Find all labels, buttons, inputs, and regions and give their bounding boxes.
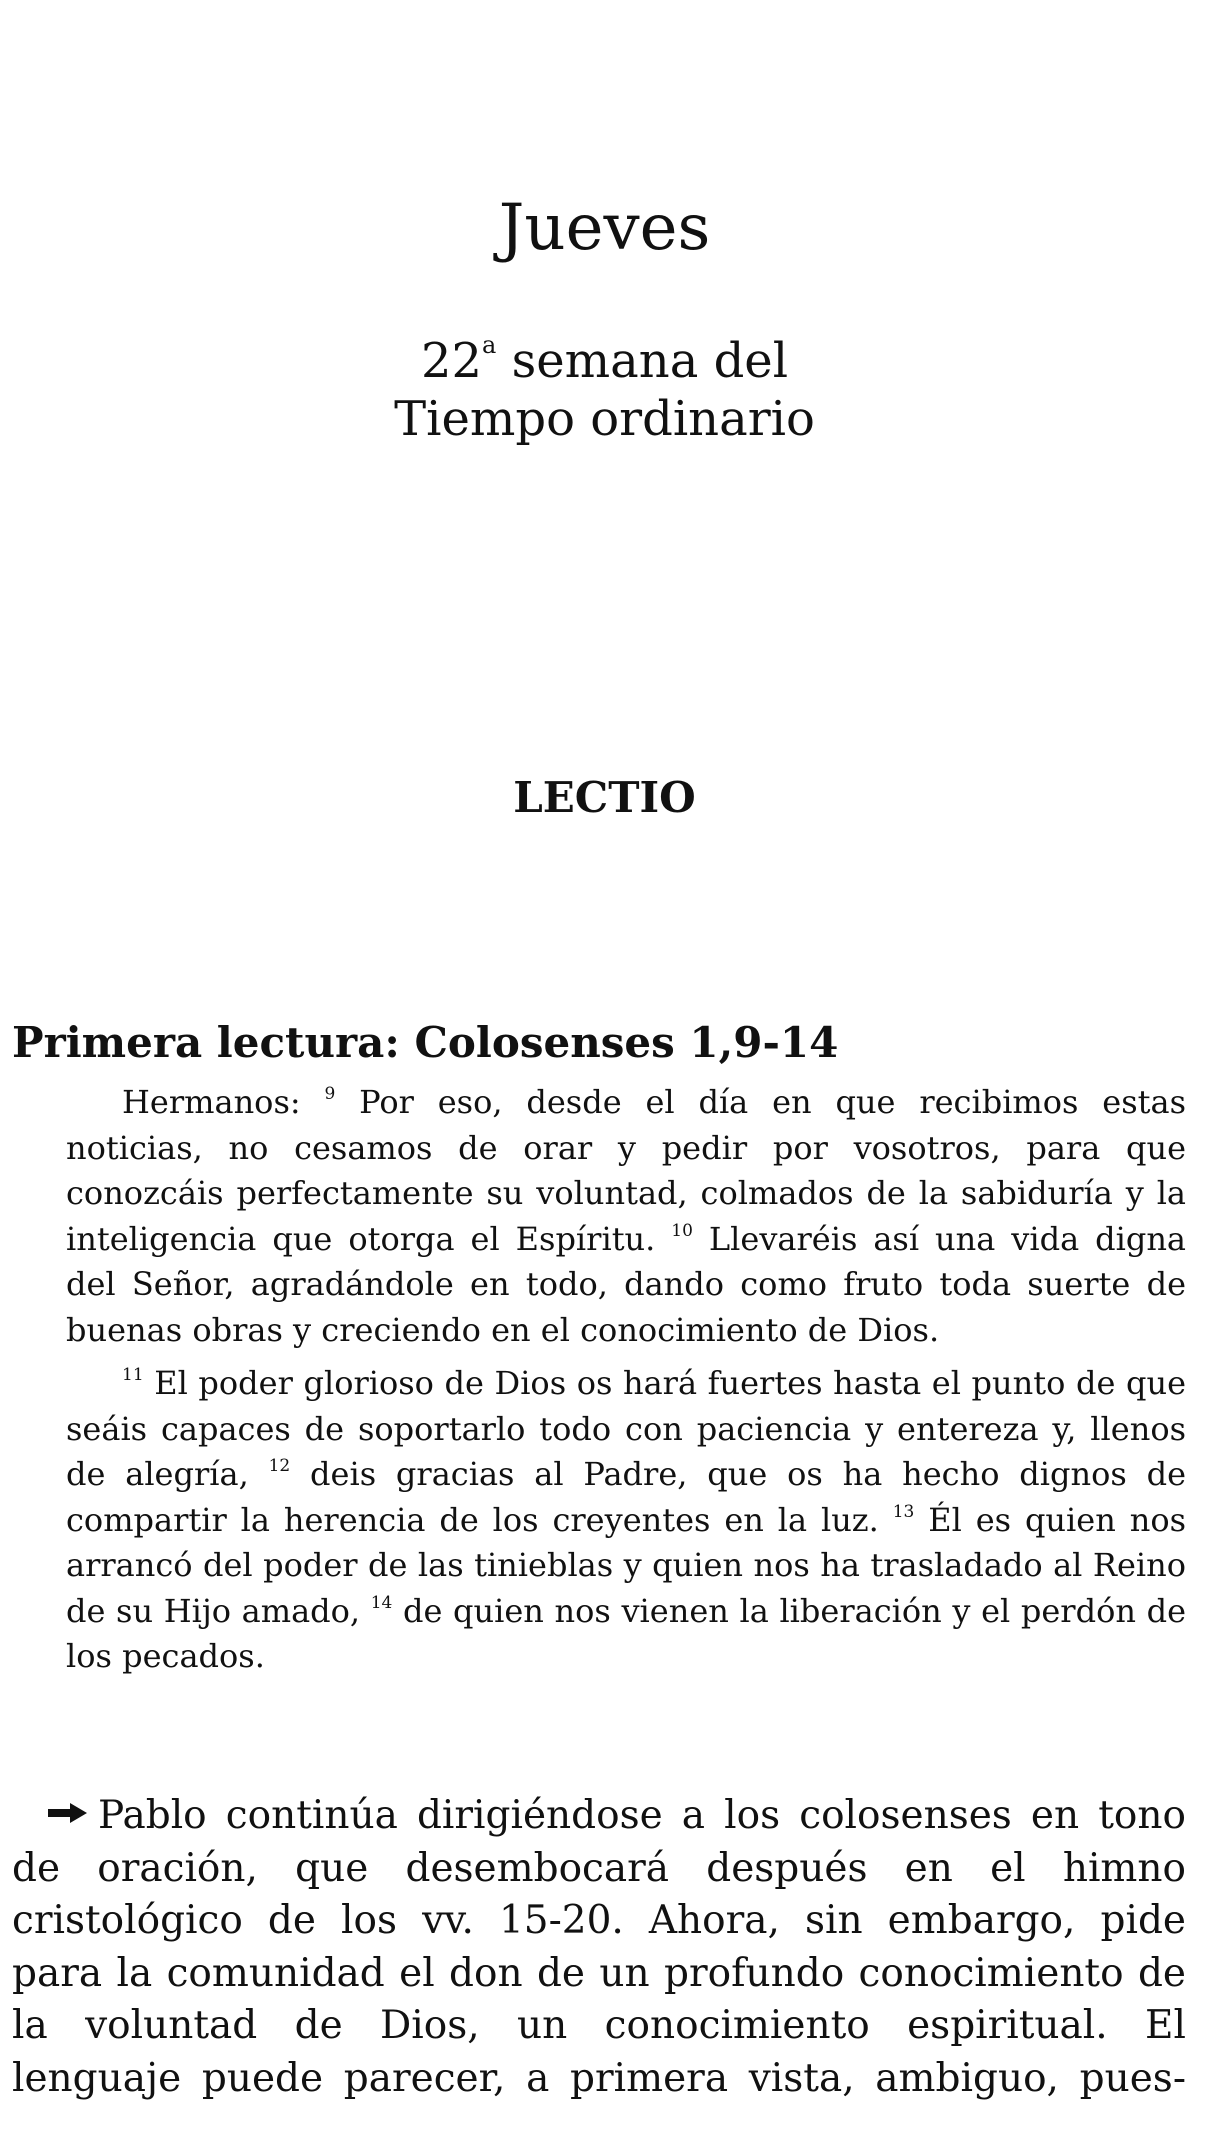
verse-text: Llevaréis así una vida digna del Señor, agradándole en todo, dando como fruto toda suerte de buenas obras y creciendo en el conocimiento de Dios. bbox=[66, 1219, 1187, 1349]
commentary-text: Pablo continúa dirigiéndose a los colosenses en tono de oración, que desembocará después en el himno cristológico de los vv. 15-20. Ahora, sin embargo, pide para la comunidad el don de un profundo conocimiento de la voluntad de Dios, un conocimiento espiritual. El lenguaje puede parecer, a primera vista, ambiguo, pues- bbox=[12, 1793, 1186, 2101]
verse-text: deis gracias al Padre, que os ha hecho dignos de compartir la herencia de los creyentes en la luz. bbox=[66, 1455, 1187, 1539]
page-subtitle bbox=[0, 332, 1209, 448]
week-line bbox=[0, 332, 1209, 390]
verse-text: El poder glorioso de Dios os hará fuertes hasta el punto de que seáis capaces de soportarlo todo con paciencia y entereza y, llenos de alegría, bbox=[66, 1364, 1186, 1493]
verse-number: 11 bbox=[122, 1365, 144, 1385]
reading-paragraph bbox=[66, 1080, 1186, 1353]
verse-number: 10 bbox=[671, 1220, 693, 1241]
commentary bbox=[12, 1790, 1186, 2105]
verse-text: Él es quien nos arrancó del poder de las tinieblas y quien nos ha trasladado al Reino de su Hijo amado, bbox=[66, 1500, 1187, 1630]
reading-intro: Hermanos: bbox=[122, 1083, 325, 1121]
week-number: 22 bbox=[420, 333, 483, 389]
season-line: Tiempo ordinario bbox=[394, 391, 815, 447]
commentary-paragraph bbox=[12, 1790, 1186, 2105]
reading-heading: Primera lectura: Colosenses 1,9-14 bbox=[12, 1017, 839, 1067]
week-ordinal: a bbox=[482, 331, 497, 359]
verse-number: 9 bbox=[324, 1084, 336, 1104]
week-label: semana del bbox=[496, 333, 789, 389]
reading-text bbox=[66, 1080, 1186, 1688]
reading-paragraph bbox=[66, 1361, 1186, 1680]
verse-text: de quien nos vienen la liberación y el perdón de los pecados. bbox=[66, 1591, 1187, 1675]
verse-number: 13 bbox=[892, 1501, 915, 1522]
verse-text: Por eso, desde el día en que recibimos estas noticias, no cesamos de orar y pedir por vosotros, para que conozcáis perfectamente su voluntad, colmados de la sabiduría y la inteligencia que otorga el Espíritu. bbox=[66, 1083, 1187, 1258]
section-heading: LECTIO bbox=[513, 773, 696, 822]
page-title: Jueves bbox=[498, 190, 711, 265]
verse-number: 12 bbox=[268, 1456, 291, 1476]
verse-number: 14 bbox=[370, 1592, 393, 1613]
arrow-icon bbox=[48, 1802, 88, 1824]
